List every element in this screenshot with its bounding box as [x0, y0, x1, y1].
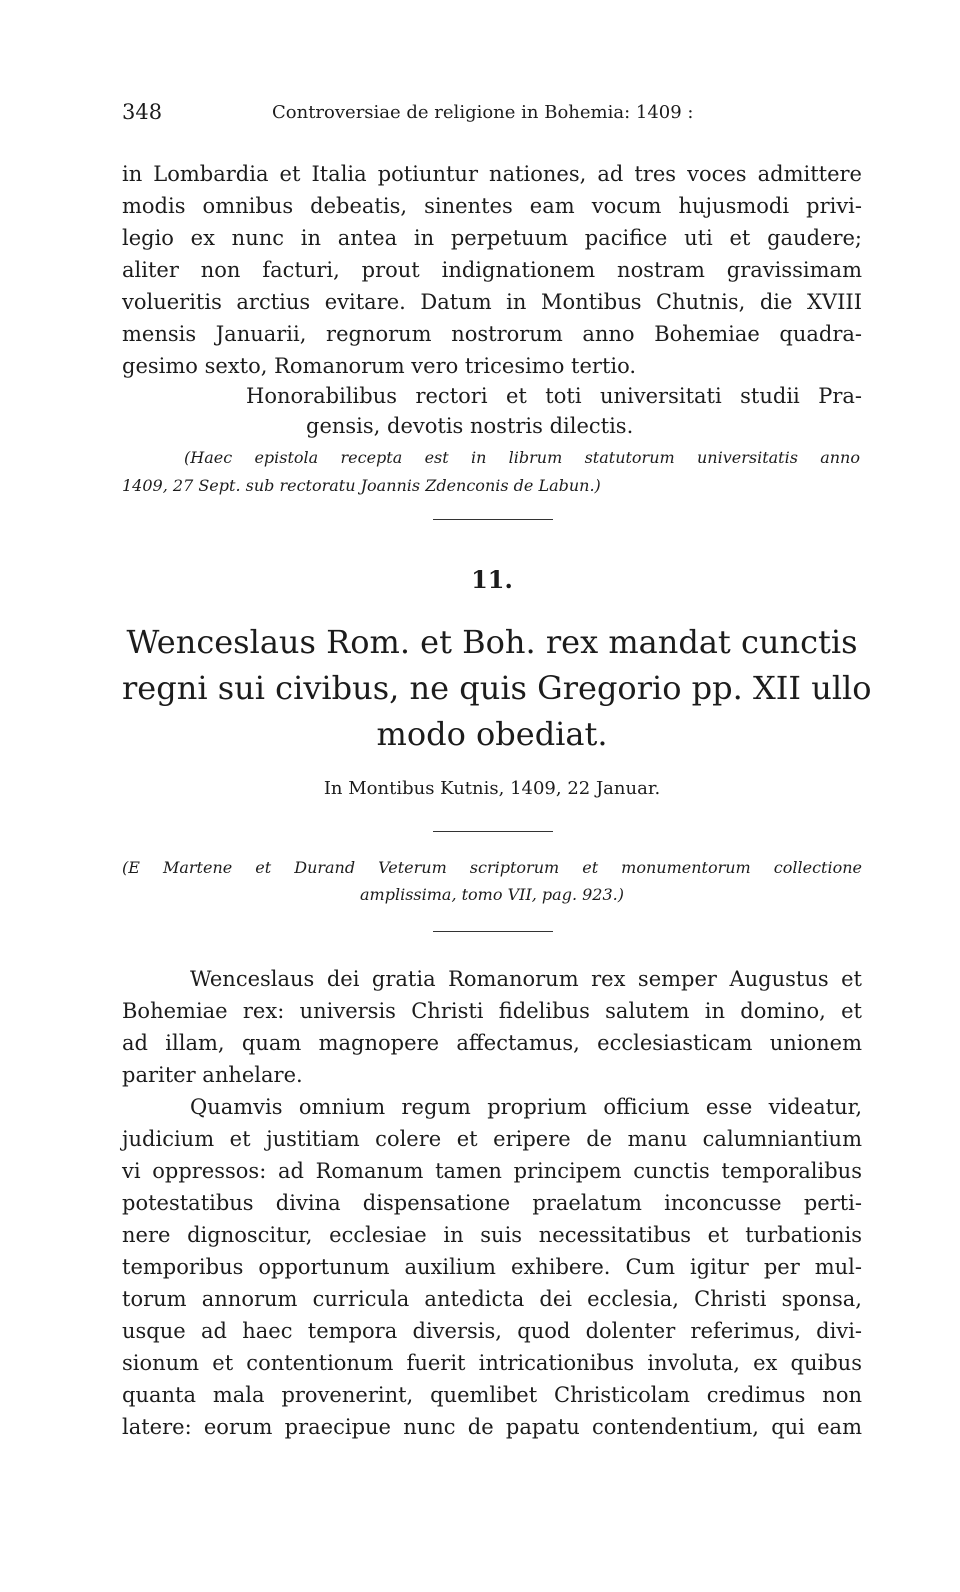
- body-line: potestatibus divina dispensatione praelatum inconcusse perti-: [122, 1191, 862, 1215]
- body-line: sionum et contentionum fuerit intricationibus involuta, ex quibus: [122, 1351, 862, 1375]
- body-line: volueritis arctius evitare. Datum in Montibus Chutnis, die XVIII: [122, 290, 862, 314]
- document-title-line: Wenceslaus Rom. et Boh. rex mandat cunctis: [126, 623, 858, 661]
- source-note-line: (Haec epistola recepta est in librum statutorum universitatis anno: [184, 448, 860, 467]
- source-citation-line: (E Martene et Durand Veterum scriptorum et monumentorum collectione: [122, 858, 862, 877]
- body-line: nere dignoscitur, ecclesiae in suis necessitatibus et turbationis: [122, 1223, 862, 1247]
- body-line: usque ad haec tempora diversis, quod dolenter referimus, divi-: [122, 1319, 862, 1343]
- body-line: quanta mala provenerint, quemlibet Christicolam credimus non: [122, 1383, 862, 1407]
- address-line: gensis, devotis nostris dilectis.: [306, 414, 634, 438]
- body-line: pariter anhelare.: [122, 1063, 303, 1087]
- body-line: aliter non facturi, prout indignationem nostram gravissimam: [122, 258, 862, 282]
- body-line: legio ex nunc in antea in perpetuum pacifice uti et gaudere;: [122, 226, 862, 250]
- source-note-line: 1409, 27 Sept. sub rectoratu Joannis Zdenconis de Labun.): [122, 476, 601, 495]
- body-line: gesimo sexto, Romanorum vero tricesimo tertio.: [122, 354, 637, 378]
- body-line: ad illam, quam magnopere affectamus, ecclesiasticam unionem: [122, 1031, 862, 1055]
- page-header: [122, 100, 862, 130]
- body-line: torum annorum curricula antedicta dei ecclesia, Christi sponsa,: [122, 1287, 862, 1311]
- body-line: Wenceslaus dei gratia Romanorum rex semper Augustus et: [190, 967, 862, 991]
- divider-rule: [433, 831, 553, 832]
- body-line: mensis Januarii, regnorum nostrorum anno Bohemiae quadra-: [122, 322, 862, 346]
- body-line: judicium et justitiam colere et eripere de manu calumniantium: [122, 1127, 862, 1151]
- document-number: 11.: [471, 565, 513, 594]
- body-line: vi oppressos: ad Romanum tamen principem cunctis temporalibus: [122, 1159, 862, 1183]
- body-line: latere: eorum praecipue nunc de papatu contendentium, qui eam: [122, 1415, 862, 1439]
- document-title-line: regni sui civibus, ne quis Gregorio pp. XII ullo: [122, 669, 872, 707]
- body-line: Quamvis omnium regum proprium officium esse videatur,: [190, 1095, 862, 1119]
- address-line: Honorabilibus rectori et toti universitati studii Pra-: [246, 384, 862, 408]
- divider-rule: [433, 931, 553, 932]
- body-line: modis omnibus debeatis, sinentes eam vocum hujusmodi privi-: [122, 194, 862, 218]
- source-citation-line: amplissima, tomo VII, pag. 923.): [360, 885, 624, 904]
- document-dateline: In Montibus Kutnis, 1409, 22 Januar.: [323, 778, 661, 799]
- body-line: temporibus opportunum auxilium exhibere. Cum igitur per mul-: [122, 1255, 862, 1279]
- body-line: in Lombardia et Italia potiuntur nationes, ad tres voces admittere: [122, 162, 862, 186]
- page-number: 348: [122, 100, 163, 124]
- running-title: Controversiae de religione in Bohemia: 1409 :: [272, 102, 694, 123]
- document-title-line: modo obediat.: [376, 715, 608, 753]
- section-divider: [433, 519, 553, 520]
- body-line: Bohemiae rex: universis Christi fidelibus salutem in domino, et: [122, 999, 862, 1023]
